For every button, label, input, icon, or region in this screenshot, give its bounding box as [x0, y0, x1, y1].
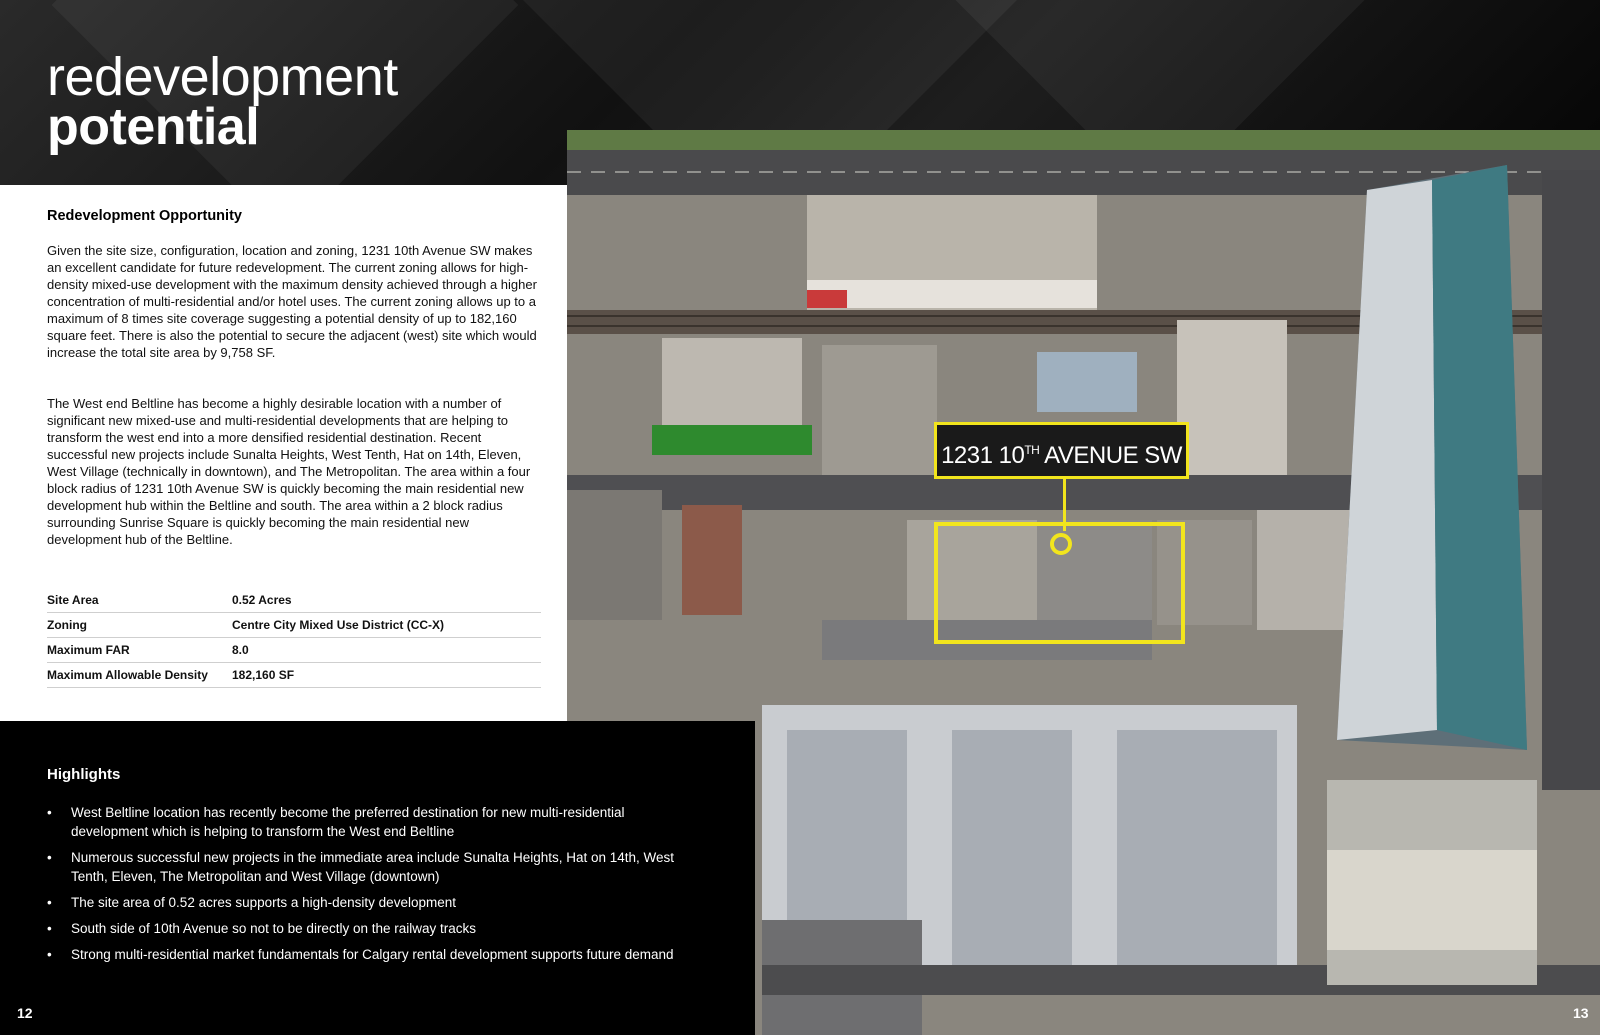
table-row — [47, 663, 541, 688]
fact-value: 8.0 — [232, 638, 541, 663]
section-heading: Redevelopment Opportunity — [47, 208, 242, 224]
fact-value: 182,160 SF — [232, 663, 541, 688]
callout-superscript: TH — [1024, 443, 1040, 457]
callout-number: 1231 10 — [941, 442, 1025, 469]
highlight-text: Strong multi-residential market fundamentals for Calgary rental development supports future demand — [71, 947, 674, 962]
fact-label: Zoning — [47, 613, 232, 638]
title-line-1: redevelopment — [47, 47, 398, 107]
opportunity-paragraph: Given the site size, configuration, location and zoning, 1231 10th Avenue SW makes an excellent candidate for future redevelopment. The current zoning allows for high-density mixed-use development with the maximum density achieved through a higher concentration of multi-residential and/or hotel uses. The current zoning allows up to a maximum of 8 times site coverage suggesting a potential density of up to 182,160 square feet. There is also the potential to secure the adjacent (west) site which would increase the total site area by 9,758 SF. — [47, 243, 537, 360]
highlights-list — [47, 803, 697, 971]
fact-label: Maximum FAR — [47, 638, 232, 663]
fact-value: Centre City Mixed Use District (CC-X) — [232, 613, 541, 638]
fact-value: 0.52 Acres — [232, 588, 541, 613]
list-item — [47, 919, 697, 938]
fact-label: Site Area — [47, 588, 232, 613]
bullet-icon: • — [47, 805, 52, 820]
highlights-heading: Highlights — [47, 766, 121, 783]
bullet-icon: • — [47, 850, 52, 865]
page-number-right: 13 — [1573, 1005, 1589, 1021]
page-number-left: 12 — [17, 1005, 33, 1021]
callout-street: AVENUE SW — [1039, 442, 1182, 469]
table-row — [47, 588, 541, 613]
address-callout — [934, 422, 1189, 479]
bullet-icon: • — [47, 921, 52, 936]
site-facts-table — [47, 588, 541, 688]
table-row — [47, 638, 541, 663]
callout-pin — [1050, 533, 1072, 555]
list-item — [47, 848, 697, 886]
title-line-2: potential — [47, 98, 260, 157]
highlight-text: South side of 10th Avenue so not to be directly on the railway tracks — [71, 921, 476, 936]
highlight-text: Numerous successful new projects in the immediate area include Sunalta Heights, Hat on 14th, West Tenth, Eleven, The Metropolitan and West Village (downtown) — [71, 850, 675, 884]
page-title — [47, 47, 398, 157]
list-item — [47, 945, 697, 964]
bullet-icon: • — [47, 895, 52, 910]
beltline-paragraph: The West end Beltline has become a highly desirable location with a number of significant new mixed-use and multi-residential developments that are helping to transform the west end into a more densified residential destination. Recent successful new projects include Sunalta Heights, West Tenth, Hat on 14th, Eleven, West Village (technically in downtown), and The Metropolitan. The area within a four block radius of 1231 10th Avenue SW is quickly becoming the main residential new development hub within the Beltline and south. The area within a 2 block radius surrounding Sunrise Square is quickly becoming the main residential new development hub of the Beltline. — [47, 396, 531, 547]
list-item — [47, 803, 697, 841]
highlight-text: The site area of 0.52 acres supports a high-density development — [71, 895, 456, 910]
list-item — [47, 893, 697, 912]
bullet-icon: • — [47, 947, 52, 962]
highlight-text: West Beltline location has recently become the preferred destination for new multi-residential development which is helping to transform the West end Beltline — [71, 805, 625, 839]
callout-connector — [1063, 479, 1066, 531]
table-row — [47, 613, 541, 638]
fact-label: Maximum Allowable Density — [47, 663, 232, 688]
